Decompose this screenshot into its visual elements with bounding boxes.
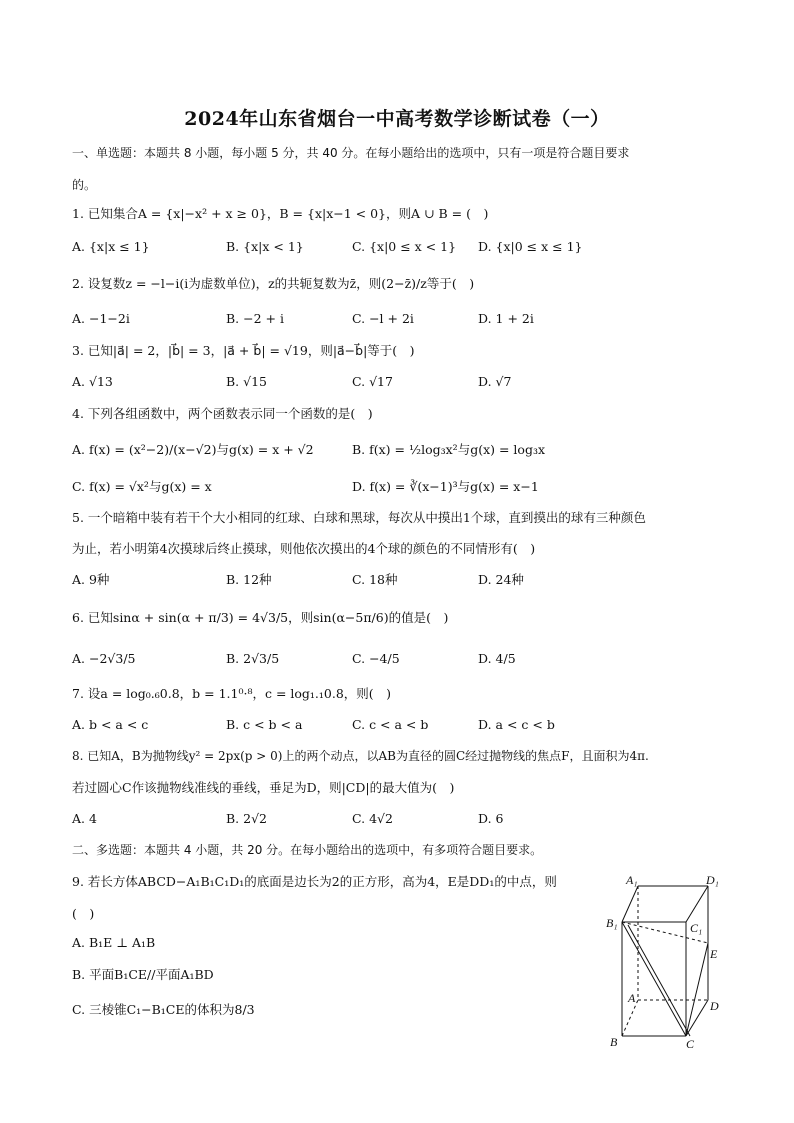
cuboid-figure (598, 872, 730, 1052)
question-7-option-c: C. c < a < b (352, 717, 429, 732)
question-3-option-c: C. √17 (352, 374, 393, 389)
question-8-stem-cont: 若过圆心C作该抛物线准线的垂线，垂足为D，则|CD|的最大值为( ) (72, 780, 455, 795)
question-8-option-b: B. 2√2 (226, 811, 268, 826)
question-2-stem: 2. 设复数z = −l−i(i为虚数单位)，z的共轭复数为z̄，则(2−z̄)/z等于( ) (72, 276, 475, 291)
question-6-option-d: D. 4/5 (478, 651, 516, 666)
question-4-option-a: A. f(x) = (x²−2)/(x−√2)与g(x) = x + √2 (72, 442, 314, 457)
question-1-option-c: C. {x|0 ≤ x < 1} (352, 239, 457, 254)
question-8-option-d: D. 6 (478, 811, 504, 826)
question-1-option-d: D. {x|0 ≤ x ≤ 1} (478, 239, 583, 254)
question-9-option-c: C. 三棱锥C₁−B₁CE的体积为8/3 (72, 1002, 255, 1017)
question-3-option-a: A. √13 (72, 374, 113, 389)
question-3-stem: 3. 已知|a⃗| = 2，|b⃗| = 3，|a⃗ + b⃗| = √19，则|a⃗−b⃗|等于( ) (72, 343, 415, 358)
label-b: B (610, 1035, 618, 1049)
question-5-stem-cont: 为止，若小明第4次摸球后终止摸球，则他依次摸出的4个球的颜色的不同情形有( ) (72, 541, 536, 556)
question-2-option-c: C. −l + 2i (352, 311, 414, 326)
question-7-stem: 7. 设a = log₀.₆0.8，b = 1.1⁰·⁸，c = log₁.₁0.8，则( ) (72, 686, 392, 701)
question-7-option-a: A. b < a < c (72, 717, 149, 732)
question-9-stem-cont: ( ) (72, 906, 95, 921)
question-2-option-d: D. 1 + 2i (478, 311, 534, 326)
question-4-option-b: B. f(x) = ½log₃x²与g(x) = log₃x (352, 442, 546, 457)
question-5-option-a: A. 9种 (72, 572, 110, 587)
question-5-option-c: C. 18种 (352, 572, 398, 587)
question-9-option-b: B. 平面B₁CE//平面A₁BD (72, 967, 214, 982)
page-title: 2024年山东省烟台一中高考数学诊断试卷（一） (184, 108, 610, 130)
question-8-stem: 8. 已知A，B为抛物线y² = 2px(p > 0)上的两个动点，以AB为直径的圆C经过抛物线的焦点F，且面积为4π. (72, 749, 649, 763)
label-d: D (710, 999, 719, 1013)
label-d1: D₁ (706, 873, 719, 887)
question-6-stem: 6. 已知sinα + sin(α + π/3) = 4√3/5，则sin(α−5π/6)的值是( ) (72, 610, 449, 625)
label-c1: C₁ (690, 921, 703, 935)
question-1-option-a: A. {x|x ≤ 1} (72, 239, 150, 254)
question-2-option-b: B. −2 + i (226, 311, 284, 326)
section1-heading-cont: 的。 (72, 178, 97, 192)
label-a: A (628, 991, 636, 1005)
cuboid-diagram (598, 872, 730, 1052)
question-7-option-b: B. c < b < a (226, 717, 303, 732)
label-b1: B₁ (606, 916, 618, 930)
question-5-option-b: B. 12种 (226, 572, 272, 587)
question-8-option-c: C. 4√2 (352, 811, 393, 826)
question-7-option-d: D. a < c < b (478, 717, 555, 732)
question-5-option-d: D. 24种 (478, 572, 524, 587)
label-e: E (710, 947, 718, 961)
question-6-option-c: C. −4/5 (352, 651, 400, 666)
question-5-stem: 5. 一个暗箱中装有若干个大小相同的红球、白球和黑球，每次从中摸出1个球，直到摸出的球有三种颜色 (72, 510, 646, 525)
question-8-option-a: A. 4 (72, 811, 97, 826)
question-4-stem: 4. 下列各组函数中，两个函数表示同一个函数的是( ) (72, 406, 373, 421)
section2-heading: 二、多选题：本题共 4 小题，共 20 分。在每小题给出的选项中，有多项符合题目要求。 (72, 843, 543, 857)
question-1-option-b: B. {x|x < 1} (226, 239, 304, 254)
section1-heading: 一、单选题：本题共 8 小题，每小题 5 分，共 40 分。在每小题给出的选项中，只有一项是符合题目要求 (72, 146, 630, 160)
question-6-option-b: B. 2√3/5 (226, 651, 280, 666)
question-2-option-a: A. −1−2i (72, 311, 130, 326)
question-3-option-b: B. √15 (226, 374, 268, 389)
question-6-option-a: A. −2√3/5 (72, 651, 136, 666)
question-3-option-d: D. √7 (478, 374, 512, 389)
label-c: C (686, 1037, 695, 1051)
question-4-option-d: D. f(x) = ∛(x−1)³与g(x) = x−1 (352, 479, 539, 494)
label-a1: A₁ (626, 873, 638, 887)
question-9-stem: 9. 若长方体ABCD−A₁B₁C₁D₁的底面是边长为2的正方形，高为4，E是DD₁的中点，则 (72, 874, 557, 889)
question-4-option-c: C. f(x) = √x²与g(x) = x (72, 479, 212, 494)
question-1-stem: 1. 已知集合A = {x|−x² + x ≥ 0}，B = {x|x−1 < 0}，则A ∪ B = ( ) (72, 206, 489, 221)
question-9-option-a: A. B₁E ⊥ A₁B (72, 935, 156, 950)
